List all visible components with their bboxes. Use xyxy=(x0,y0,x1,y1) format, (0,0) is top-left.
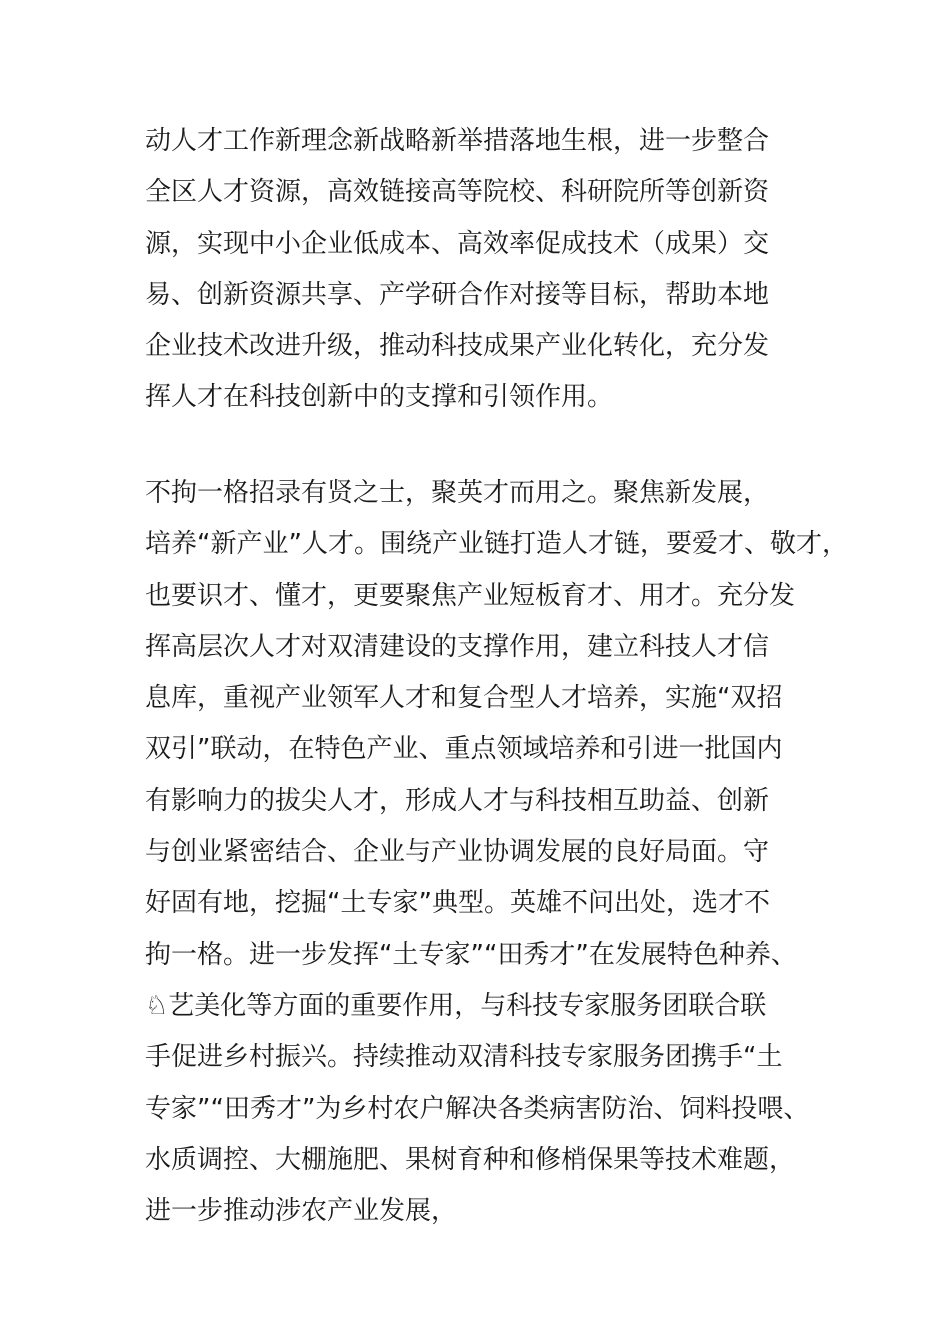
text-line: 全区人才资源，高效链接高等院校、科研院所等创新资 xyxy=(145,177,770,208)
text-line: 进一步推动涉农产业发展， xyxy=(145,1196,458,1227)
text-line: 有影响力的拔尖人才，形成人才与科技相互助益、创新 xyxy=(145,785,770,816)
text-line: 动人才工作新理念新战略新举措落地生根，进一步整合 xyxy=(145,126,770,156)
text-line: 挥人才在科技创新中的支撑和引领作用。 xyxy=(145,382,614,413)
text-line: 源，实现中小企业低成本、高效率促成技术（成果）交 xyxy=(145,228,770,259)
text-line: 也要识才、懂才，更要聚焦产业短板育才、用才。充分发 xyxy=(145,580,796,611)
text-line: 双引”联动，在特色产业、重点领域培养和引进一批国内 xyxy=(145,734,783,765)
text-line: 挥高层次人才对双清建设的支撑作用，建立科技人才信 xyxy=(145,631,770,662)
paragraph-talent-resources xyxy=(145,116,845,424)
text-line: 企业技术改进升级，推动科技成果产业化转化，充分发 xyxy=(145,331,770,362)
text-line: 水质调控、大棚施肥、果树育种和修梢保果等技术难题， xyxy=(145,1144,796,1175)
text-line: 与创业紧密结合、企业与产业协调发展的良好局面。守 xyxy=(145,837,770,868)
text-line: 拘一格。进一步发挥“土专家”“田秀才”在发展特色种养、 xyxy=(145,939,797,970)
text-line: 不拘一格招录有贤之士，聚英才而用之。聚焦新发展， xyxy=(145,478,770,508)
text-line: 培养“新产业”人才。围绕产业链打造人才链，要爱才、敬才， xyxy=(145,529,848,560)
text-line: ♘艺美化等方面的重要作用，与科技专家服务团联合联 xyxy=(145,990,767,1021)
text-line: 手促进乡村振兴。持续推动双清科技专家服务团携手“土 xyxy=(145,1042,783,1073)
paragraph-talent-recruitment xyxy=(145,468,848,1237)
text-line: 息库，重视产业领军人才和复合型人才培养，实施“双招 xyxy=(145,683,783,714)
text-line: 专家”“田秀才”为乡村农户解决各类病害防治、饲料投喂、 xyxy=(145,1093,810,1124)
text-line: 好固有地，挖掘“土专家”典型。英雄不问出处，选才不 xyxy=(145,888,770,919)
text-line: 易、创新资源共享、产学研合作对接等目标，帮助本地 xyxy=(145,279,770,310)
